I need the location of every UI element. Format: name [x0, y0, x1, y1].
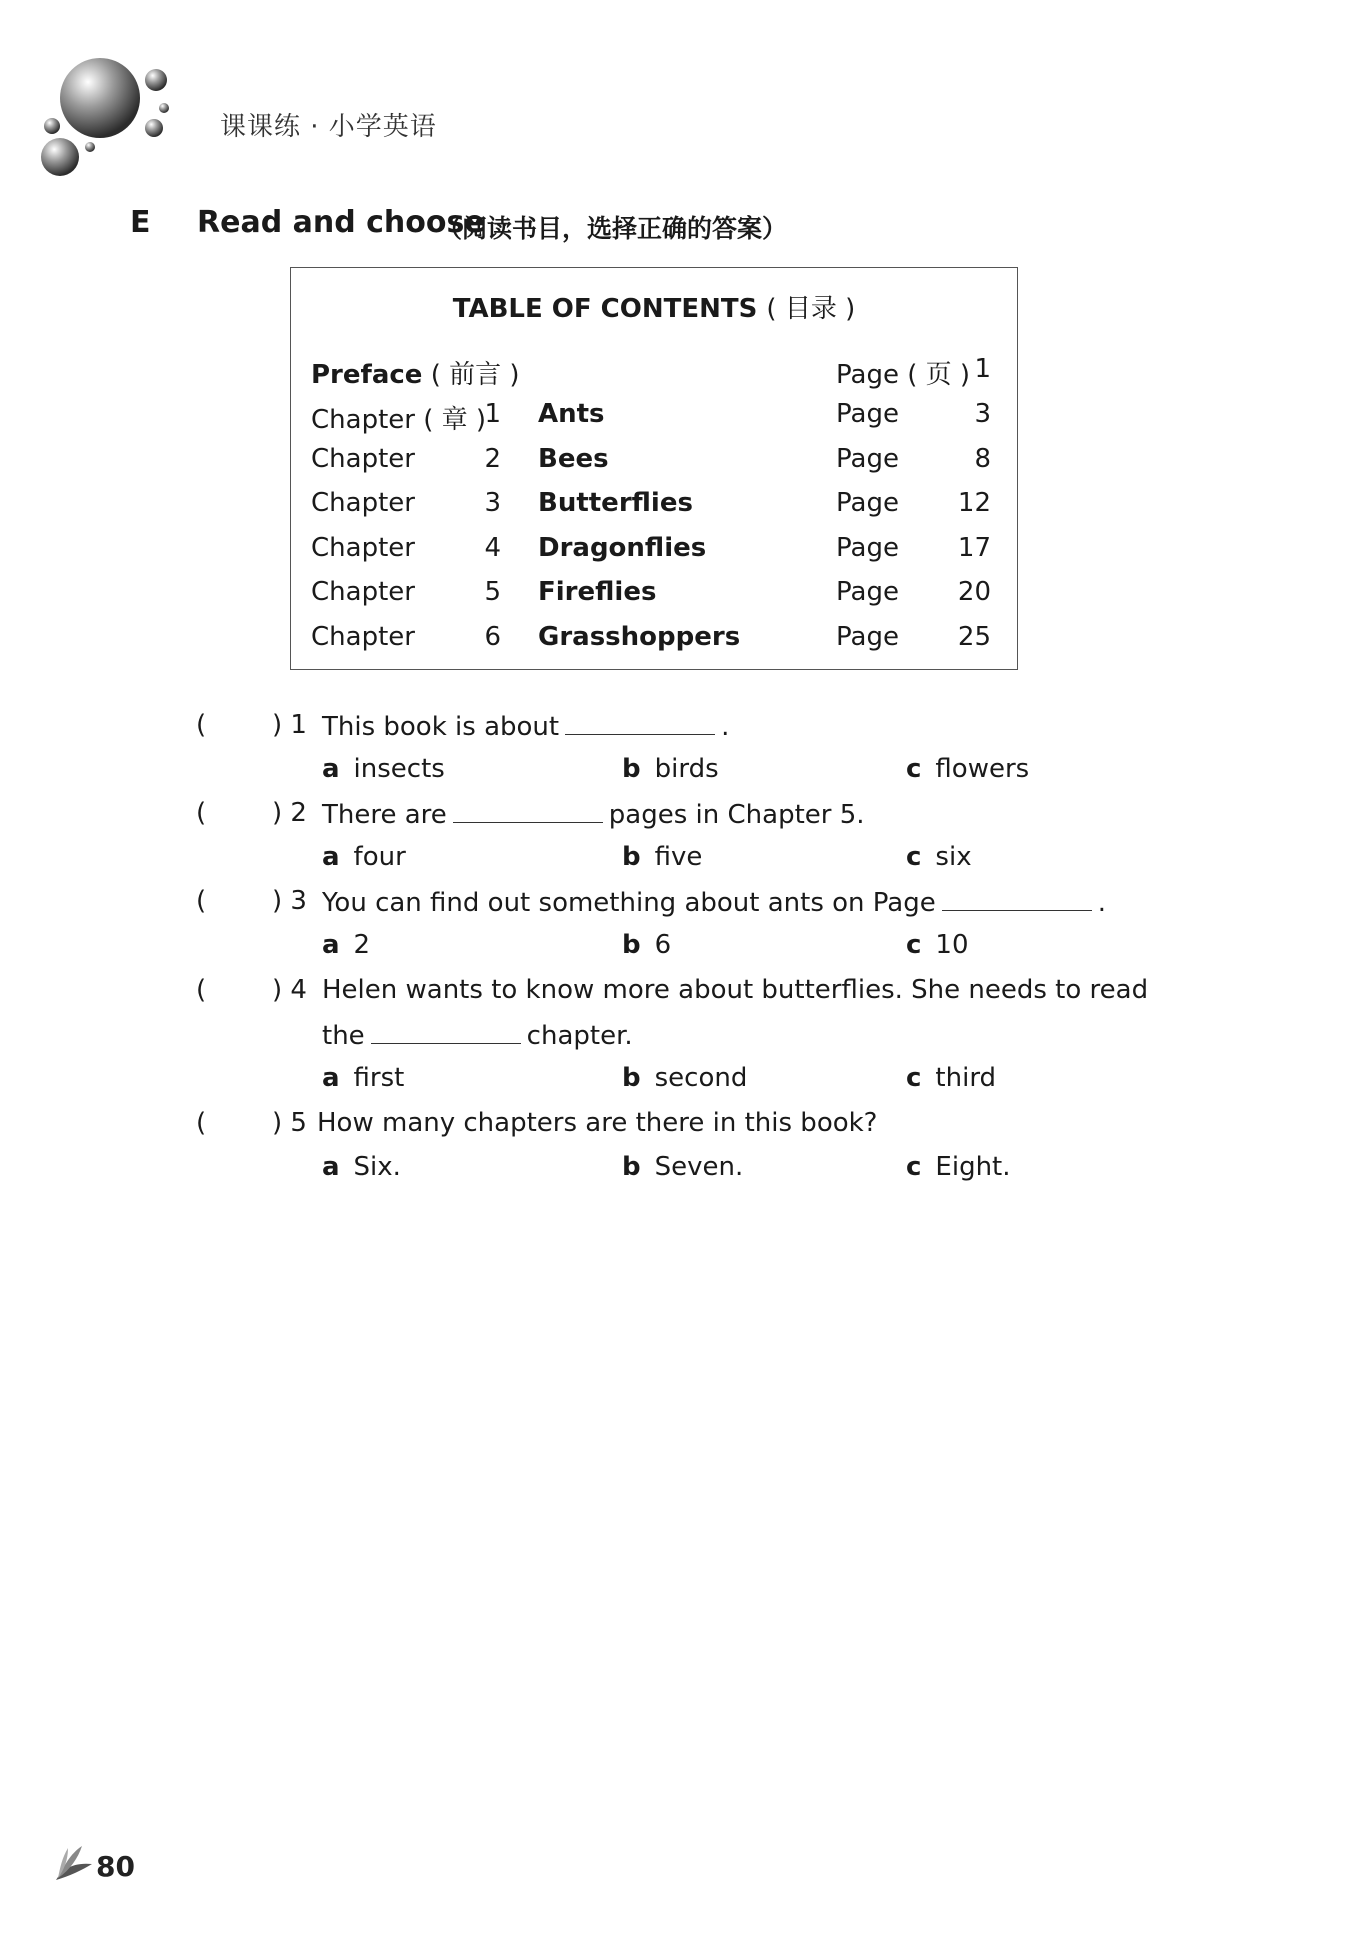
answer-paren-left[interactable]: (: [196, 710, 207, 740]
option-a[interactable]: [322, 754, 445, 784]
toc-chapter-label: Chapter: [311, 533, 415, 563]
toc-page-number: 1: [974, 354, 991, 384]
toc-title-en: TABLE OF CONTENTS: [452, 294, 758, 324]
toc-chapter-number: 2: [484, 444, 501, 474]
toc-chapter-number: 1: [484, 399, 501, 429]
toc-page-number: 12: [957, 488, 991, 518]
option-text: Six.: [353, 1152, 401, 1182]
option-b[interactable]: [622, 754, 719, 784]
toc-page-label: Page: [836, 488, 899, 518]
question-3: [0, 886, 1350, 926]
page-number: 80: [96, 1850, 135, 1883]
toc-chapter-label: Chapter: [311, 622, 415, 652]
toc-chapter-number: 3: [484, 488, 501, 518]
question-text-before: the: [322, 1021, 365, 1051]
option-a[interactable]: [322, 930, 370, 960]
option-c[interactable]: [906, 930, 969, 960]
question-text-after: pages in Chapter 5.: [608, 800, 865, 830]
answer-blank[interactable]: [453, 798, 603, 823]
option-text: second: [654, 1063, 748, 1093]
preface-label-wrap: [311, 354, 520, 391]
option-text: first: [353, 1063, 405, 1093]
leaf-icon: [52, 1840, 96, 1884]
question-5-options: [0, 1152, 1350, 1192]
toc-page-label: Page: [836, 622, 899, 652]
toc-page-number: 3: [974, 399, 991, 429]
question-3-options: [0, 930, 1350, 970]
toc-title: [291, 288, 1017, 325]
section-letter: E: [130, 205, 151, 240]
option-b[interactable]: [622, 842, 702, 872]
question-text-before: You can find out something about ants on Page: [322, 888, 936, 918]
section-title: Read and choose: [197, 205, 485, 240]
question-text-after: .: [721, 712, 730, 742]
toc-row: [291, 488, 1017, 528]
option-a[interactable]: [322, 1152, 401, 1182]
option-b[interactable]: [622, 1063, 747, 1093]
option-b[interactable]: [622, 930, 671, 960]
preface-label-cn: ( 前言 ): [430, 360, 520, 390]
answer-paren-left[interactable]: (: [196, 1108, 207, 1138]
section-title-cn: （阅读书目，选择正确的答案）: [437, 214, 788, 243]
question-number: ) 2: [272, 798, 307, 828]
question-1-options: [0, 754, 1350, 794]
toc-chapter-name: Bees: [538, 444, 609, 474]
toc-page-label: Page: [836, 444, 899, 474]
toc-row: [291, 622, 1017, 662]
option-letter: c: [906, 1063, 922, 1093]
question-number: ) 1: [272, 710, 307, 740]
question-4-options: [0, 1063, 1350, 1103]
option-letter: a: [322, 842, 340, 872]
question-text: How many chapters are there in this book?: [317, 1108, 878, 1138]
toc-row: [291, 577, 1017, 617]
question-2: [0, 798, 1350, 838]
question-number: ) 4: [272, 975, 307, 1005]
question-number: ) 3: [272, 886, 307, 916]
toc-title-cn: ( 目录 ): [766, 294, 856, 324]
answer-paren-left[interactable]: (: [196, 798, 207, 828]
question-text-after: chapter.: [526, 1021, 633, 1051]
toc-chapter-name: Butterflies: [538, 488, 693, 518]
option-c[interactable]: [906, 842, 972, 872]
option-text: Eight.: [935, 1152, 1011, 1182]
question-text: [322, 886, 1106, 918]
option-c[interactable]: [906, 754, 1029, 784]
answer-paren-left[interactable]: (: [196, 975, 207, 1005]
option-letter: a: [322, 754, 340, 784]
option-a[interactable]: [322, 1063, 404, 1093]
option-b[interactable]: [622, 1152, 743, 1182]
option-letter: c: [906, 754, 922, 784]
toc-page-number: 25: [957, 622, 991, 652]
option-letter: a: [322, 1063, 340, 1093]
option-letter: a: [322, 930, 340, 960]
toc-chapter-number: 4: [484, 533, 501, 563]
option-text: 10: [935, 930, 969, 960]
toc-chapter-name: Dragonflies: [538, 533, 707, 563]
option-c[interactable]: [906, 1152, 1011, 1182]
option-letter: c: [906, 842, 922, 872]
toc-chapter-label: Chapter: [311, 444, 415, 474]
option-text: 6: [654, 930, 672, 960]
toc-page-label: Page: [836, 577, 899, 607]
question-text: [322, 798, 865, 830]
question-1: [0, 710, 1350, 750]
question-text-after: .: [1097, 888, 1106, 918]
toc-page-number: 17: [957, 533, 991, 563]
bubbles-logo-icon: [38, 50, 188, 180]
answer-blank[interactable]: [565, 710, 715, 735]
option-letter: b: [622, 1152, 641, 1182]
question-4: [0, 975, 1350, 1015]
question-2-options: [0, 842, 1350, 882]
option-letter: b: [622, 930, 641, 960]
toc-box: [290, 267, 1018, 670]
option-text: four: [353, 842, 406, 872]
option-letter: b: [622, 1063, 641, 1093]
question-number: ) 5: [272, 1108, 307, 1138]
toc-chapter-label: Chapter: [311, 577, 415, 607]
preface-label: Preface: [311, 360, 423, 390]
option-text: third: [935, 1063, 997, 1093]
question-5: [0, 1108, 1350, 1148]
question-text-before: There are: [322, 800, 447, 830]
option-letter: c: [906, 930, 922, 960]
option-text: Seven.: [654, 1152, 744, 1182]
option-letter: c: [906, 1152, 922, 1182]
option-text: six: [935, 842, 972, 872]
toc-page-number: 20: [957, 577, 991, 607]
option-text: flowers: [935, 754, 1030, 784]
toc-chapter-number: 6: [484, 622, 501, 652]
option-c[interactable]: [906, 1063, 996, 1093]
option-letter: b: [622, 754, 641, 784]
toc-row: [291, 533, 1017, 573]
answer-paren-left[interactable]: (: [196, 886, 207, 916]
toc-chapter-name: Ants: [538, 399, 605, 429]
toc-chapter-label: Chapter: [311, 488, 415, 518]
question-text-before: This book is about: [322, 712, 560, 742]
option-letter: a: [322, 1152, 340, 1182]
question-4-line2: [0, 1019, 1350, 1059]
section-heading: [0, 205, 1350, 245]
option-text: 2: [353, 930, 371, 960]
question-text-line1: Helen wants to know more about butterflies. She needs to read: [322, 975, 1149, 1005]
option-text: five: [654, 842, 703, 872]
toc-chapter-name: Fireflies: [538, 577, 657, 607]
toc-chapter-label: Chapter ( 章 ): [311, 405, 487, 435]
toc-page-label: Page: [836, 533, 899, 563]
toc-row-preface: [291, 354, 1017, 394]
answer-blank[interactable]: [942, 886, 1092, 911]
question-text: [322, 1019, 633, 1051]
toc-chapter-name: Grasshoppers: [538, 622, 741, 652]
option-letter: b: [622, 842, 641, 872]
header-title: 课课练 · 小学英语: [220, 112, 437, 142]
toc-chapter-number: 5: [484, 577, 501, 607]
toc-row: [291, 444, 1017, 484]
toc-page-label: Page ( 页 ): [836, 360, 971, 390]
toc-page-number: 8: [974, 444, 991, 474]
toc-page-label: Page: [836, 399, 899, 429]
option-text: birds: [654, 754, 719, 784]
toc-row: [291, 399, 1017, 439]
answer-blank[interactable]: [371, 1019, 521, 1044]
option-text: insects: [353, 754, 445, 784]
option-a[interactable]: [322, 842, 406, 872]
question-text: [322, 710, 729, 742]
